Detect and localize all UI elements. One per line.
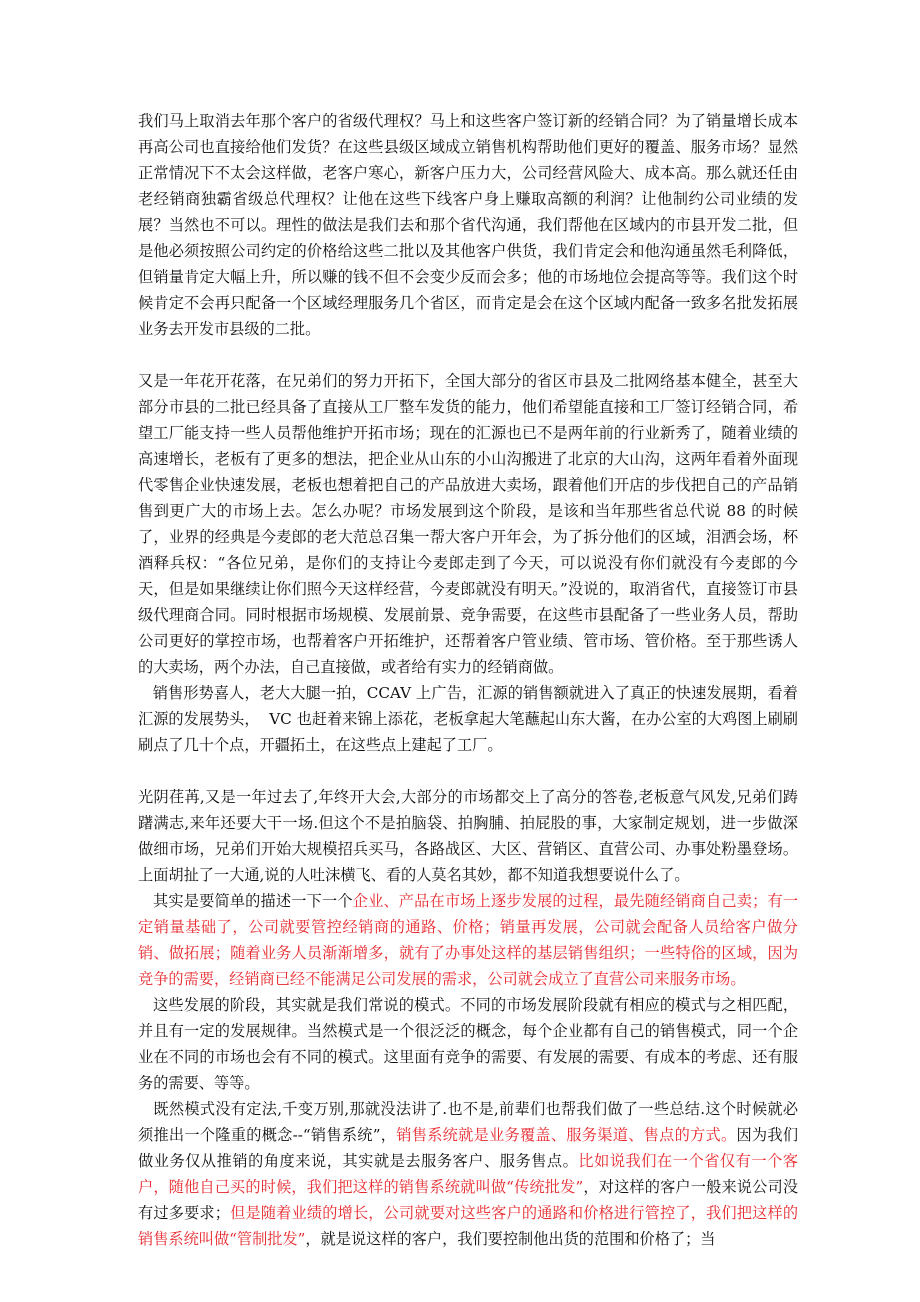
paragraph-7-highlight-c: 但是随着业绩的增长，公司就要对这些客户的通路和价格进行管控了，我们把这样的销售系统叫做“管制批发” <box>138 1204 799 1248</box>
paragraph-7-text-d: ，就是说这样的客户，我们要控制他出货的范围和价格了；当 <box>305 1230 716 1248</box>
paragraph-2 <box>138 368 798 680</box>
paragraph-7-highlight-b: 比如说我们在一个省仅有一个客户，随他自己买的时候，我们把这样的销售系统就叫做“传统批发” <box>138 1152 799 1196</box>
paragraph-7-text-c: ，对这样的客户一般来说公司没有过多要求； <box>138 1178 799 1222</box>
paragraph-4-text: 光阴荏苒,又是一年过去了,年终开大会,大部分的市场都交上了高分的答卷,老板意气风发,兄弟们踌躇满志,来年还要大干一场.但这个不是拍脑袋、拍胸脯、拍屁股的事，大家制定规划，进一步做深做细市场，兄弟们开始大规模招兵买马，各路战区、大区、营销区、直营公司、办事处粉墨登场。上面胡扯了一大通,说的人吐沫横飞、看的人莫名其妙，都不知道我想要说什么了。 <box>138 788 798 884</box>
paragraph-6 <box>138 992 798 1096</box>
paragraph-7-highlight-a: 销售系统就是业务覆盖、服务渠道、售点的方式。 <box>396 1126 737 1144</box>
paragraph-5 <box>138 888 798 992</box>
paragraph-7-text-a: 既然模式没有定法,千变万别,那就没法讲了.也不是,前辈们也帮我们做了一些总结.这个时候就必须推出一个隆重的概念--“销售系统”， <box>138 1100 799 1144</box>
paragraph-1 <box>138 108 798 342</box>
paragraph-7 <box>138 1096 798 1252</box>
paragraph-3-text: 销售形势喜人，老大大腿一拍，CCAV 上广告，汇源的销售额就进入了真正的快速发展期，看着汇源的发展势头， VC 也赶着来锦上添花，老板拿起大笔蘸起山东大酱，在办公室的大鸡图上刷刷刷点了几十个点，开疆拓土，在这些点上建起了工厂。 <box>138 684 798 754</box>
paragraph-2-text: 又是一年花开花落，在兄弟们的努力开拓下，全国大部分的省区市县及二批网络基本健全，甚至大部分市县的二批已经具备了直接从工厂整车发货的能力，他们希望能直接和工厂签订经销合同，希望工厂能支持一些人员帮他维护开拓市场；现在的汇源也已不是两年前的行业新秀了，随着业绩的高速增长，老板有了更多的想法，把企业从山东的小山沟搬进了北京的大山沟，这两年看着外面现代零售企业快速发展，老板也想着把自己的产品放进大卖场，跟着他们开店的步伐把自己的产品销售到更广大的市场上去。怎么办呢？市场发展到这个阶段，是该和当年那些省总代说 88 的时候了，业界的经典是今麦郎的老大范总召集一帮大客户开年会，为了拆分他们的区域，泪洒会场，杯酒释兵权：“各位兄弟，是你们的支持让今麦郎走到了今天，可以说没有你们就没有今麦郎的今天，但是如果继续让你们照今天这样经营，今麦郎就没有明天。”没说的，取消省代，直接签订市县级代理商合同。同时根据市场规模、发展前景、竞争需要，在这些市县配备了一些业务人员，帮助公司更好的掌控市场，也帮着客户开拓维护，还帮着客户管业绩、管市场、管价格。至于那些诱人的大卖场，两个办法，自己直接做，或者给有实力的经销商做。 <box>138 372 798 676</box>
paragraph-6-text: 这些发展的阶段，其实就是我们常说的模式。不同的市场发展阶段就有相应的模式与之相匹配，并且有一定的发展规律。当然模式是一个很泛泛的概念，每个企业都有自己的销售模式，同一个企业在不同的市场也会有不同的模式。这里面有竞争的需要、有发展的需要、有成本的考虑、还有服务的需要、等等。 <box>138 996 799 1092</box>
paragraph-5-text: 其实是要简单的描述一下一个 <box>138 892 353 910</box>
document-body <box>138 108 798 1252</box>
paragraph-3 <box>138 680 798 758</box>
paragraph-4 <box>138 784 798 888</box>
paragraph-5-highlight: 企业、产品在市场上逐步发展的过程，最先随经销商自己卖；有一定销量基础了，公司就要管控经销商的通路、价格；销量再发展，公司就会配备人员给客户做分销、做拓展；随着业务人员渐渐增多，就有了办事处这样的基层销售组织；一些特俗的区域，因为竞争的需要，经销商已经不能满足公司发展的需求，公司就会成立了直营公司来服务市场。 <box>138 892 799 988</box>
paragraph-spacer <box>138 342 798 368</box>
paragraph-spacer <box>138 758 798 784</box>
paragraph-7-text-b: 因为我们做业务仅从推销的角度来说，其实就是去服务客户、服务售点。 <box>138 1126 799 1170</box>
paragraph-1-text: 我们马上取消去年那个客户的省级代理权？马上和这些客户签订新的经销合同？为了销量增长成本再高公司也直接给他们发货？在这些县级区域成立销售机构帮助他们更好的覆盖、服务市场？显然正常情况下不太会这样做，老客户寒心，新客户压力大，公司经营风险大、成本高。那么就还任由老经销商独霸省级总代理权？让他在这些下线客户身上赚取高额的利润？让他制约公司业绩的发展？当然也不可以。理性的做法是我们去和那个省代沟通，我们帮他在区域内的市县开发二批，但是他必须按照公司约定的价格给这些二批以及其他客户供货，我们肯定会和他沟通虽然毛利降低，但销量肯定大幅上升，所以赚的钱不但不会变少反而会多；他的市场地位会提高等等。我们这个时候肯定不会再只配备一个区域经理服务几个省区，而肯定是会在这个区域内配备一致多名批发拓展业务去开发市县级的二批。 <box>138 112 798 338</box>
